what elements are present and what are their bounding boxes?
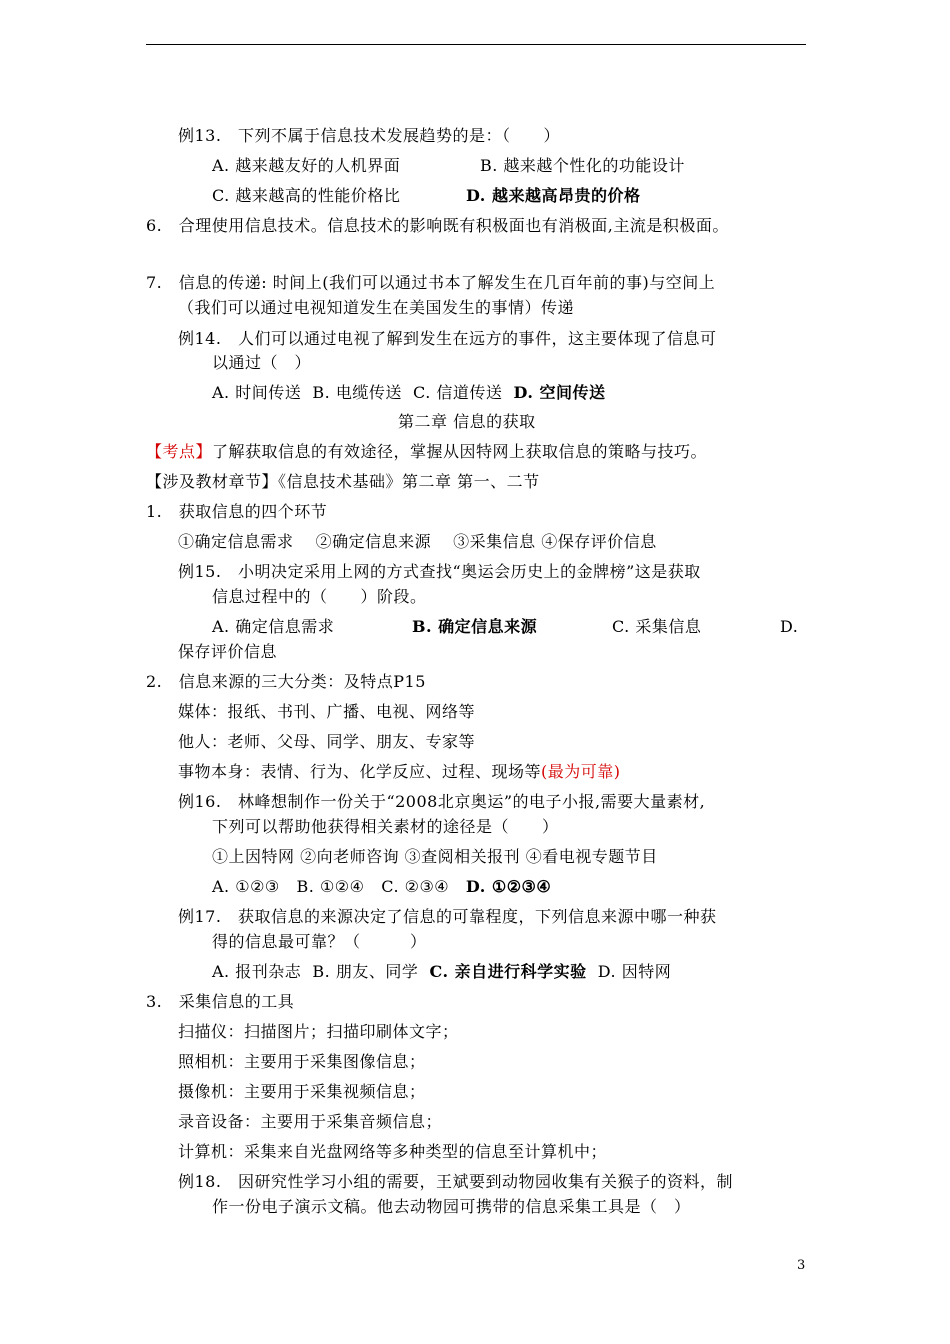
ex17-question-line1: 例17. 获取信息的来源决定了信息的可靠程度，下列信息来源中哪一种获 xyxy=(178,907,717,926)
source-things-note: (最为可靠) xyxy=(541,762,621,781)
ex13-option-a: A. 越来越友好的人机界面 xyxy=(212,156,401,175)
ex15-option-d-text: 保存评价信息 xyxy=(178,642,278,661)
source-things-text: 事物本身：表情、行为、化学反应、过程、现场等 xyxy=(178,762,542,781)
header-rule xyxy=(146,44,806,45)
ex17-option-c-answer: C. 亲自进行科学实验 xyxy=(429,962,587,981)
ex14-option-c: C. 信道传送 xyxy=(413,383,503,402)
item-3-title: 3. 采集信息的工具 xyxy=(146,992,295,1011)
ex18-question-line2: 作一份电子演示文稿。他去动物园可携带的信息采集工具是（ ） xyxy=(212,1197,691,1216)
tool-scanner: 扫描仪：扫描图片；扫描印刷体文字； xyxy=(178,1022,459,1041)
ex14-question-line1: 例14. 人们可以通过电视了解到发生在远方的事件，这主要体现了信息可 xyxy=(178,329,717,348)
ex15-option-c: C. 采集信息 xyxy=(612,617,702,636)
ex16-options xyxy=(212,876,551,898)
item-2-title: 2. 信息来源的三大分类：及特点P15 xyxy=(146,672,426,691)
ex14-option-a: A. 时间传送 xyxy=(212,383,302,402)
ex15-option-d: D. xyxy=(780,617,799,636)
ex17-option-d: D. 因特网 xyxy=(597,962,672,981)
ex16-option-c: C. ②③④ xyxy=(381,877,450,896)
ex17-option-b: B. 朋友、同学 xyxy=(312,962,419,981)
source-media: 媒体：报纸、书刊、广播、电视、网络等 xyxy=(178,702,476,721)
item-1-title: 1. 获取信息的四个环节 xyxy=(146,502,328,521)
ex18-question-line1: 例18. 因研究性学习小组的需要，王斌要到动物园收集有关猴子的资料，制 xyxy=(178,1172,733,1191)
kaodian-tag: 【考点】 xyxy=(146,442,213,461)
ex17-question-line2: 得的信息最可靠？（ ） xyxy=(212,932,427,951)
kaodian-text: 了解获取信息的有效途径，掌握从因特网上获取信息的策略与技巧。 xyxy=(212,442,708,461)
ex16-question-line2: 下列可以帮助他获得相关素材的途径是（ ） xyxy=(212,817,559,836)
ex16-option-a: A. ①②③ xyxy=(212,877,280,896)
ex16-question-line1: 例16. 林峰想制作一份关于“2008北京奥运”的电子小报,需要大量素材, xyxy=(178,792,706,811)
ex16-option-b: B. ①②④ xyxy=(296,877,365,896)
ex13-question: 例13. 下列不属于信息技术发展趋势的是：（ ） xyxy=(178,126,560,145)
ex13-option-c: C. 越来越高的性能价格比 xyxy=(212,186,401,205)
source-things xyxy=(178,761,621,783)
item-7-line1: 7. 信息的传递: 时间上(我们可以通过书本了解发生在几百年前的事)与空间上 xyxy=(146,273,716,292)
item-7-line2: （我们可以通过电视知道发生在美国发生的事情）传递 xyxy=(178,298,575,317)
ex17-options xyxy=(212,961,671,983)
tool-computer: 计算机：采集来自光盘网络等多种类型的信息至计算机中； xyxy=(178,1142,608,1161)
kaodian xyxy=(146,441,707,463)
page-number: 3 xyxy=(797,1258,806,1273)
ex16-ways: ①上因特网 ②向老师咨询 ③查阅相关报刊 ④看电视专题节目 xyxy=(212,847,658,866)
ex15-question-line2: 信息过程中的（ ）阶段。 xyxy=(212,587,427,606)
textbook-section: 【涉及教材章节】《信息技术基础》第二章 第一、二节 xyxy=(146,472,540,491)
ex13-option-b: B. 越来越个性化的功能设计 xyxy=(480,156,685,175)
item-6: 6. 合理使用信息技术。信息技术的影响既有积极面也有消极面,主流是积极面。 xyxy=(146,216,729,235)
ex15-option-b-answer: B. 确定信息来源 xyxy=(412,617,538,636)
ex15-question-line1: 例15. 小明决定采用上网的方式查找“奥运会历史上的金牌榜”这是获取 xyxy=(178,562,701,581)
ex14-question-line2: 以通过（ ） xyxy=(212,353,312,372)
ex17-option-a: A. 报刊杂志 xyxy=(212,962,302,981)
chapter-title: 第二章 信息的获取 xyxy=(398,412,536,431)
ex13-option-d-answer: D. 越来越高昂贵的价格 xyxy=(466,186,641,205)
tool-video: 摄像机：主要用于采集视频信息； xyxy=(178,1082,426,1101)
ex14-option-b: B. 电缆传送 xyxy=(312,383,402,402)
ex15-option-a: A. 确定信息需求 xyxy=(212,617,335,636)
tool-audio: 录音设备：主要用于采集音频信息； xyxy=(178,1112,443,1131)
ex16-option-d-answer: D. ①②③④ xyxy=(465,877,552,896)
source-others: 他人：老师、父母、同学、朋友、专家等 xyxy=(178,732,476,751)
tool-camera: 照相机：主要用于采集图像信息； xyxy=(178,1052,426,1071)
ex14-option-d-answer: D. 空间传送 xyxy=(513,383,606,402)
item-1-steps: ①确定信息需求 ②确定信息来源 ③采集信息 ④保存评价信息 xyxy=(178,532,657,551)
ex14-options xyxy=(212,382,606,404)
